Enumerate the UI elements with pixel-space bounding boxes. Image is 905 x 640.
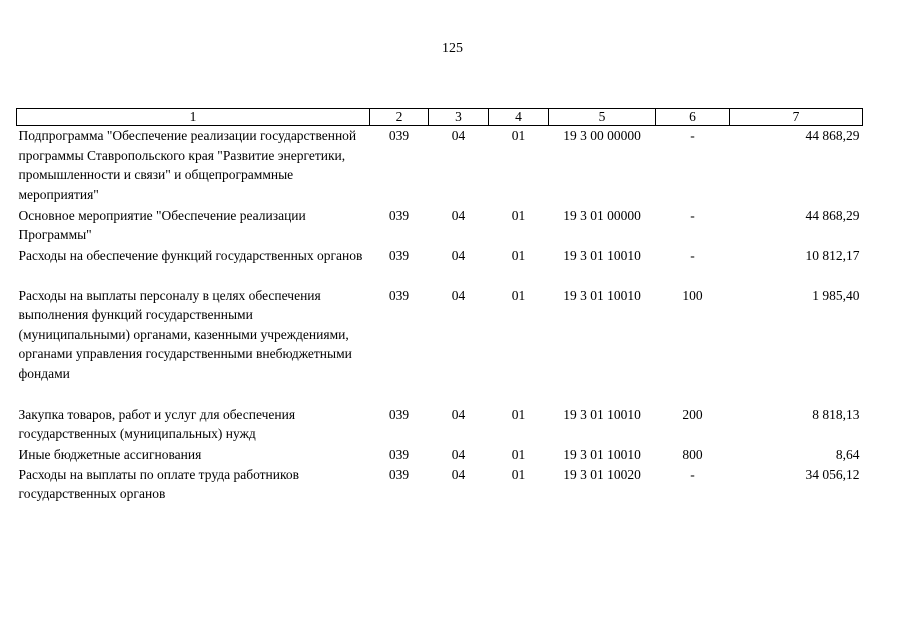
row-col6: - bbox=[690, 128, 695, 143]
table-row bbox=[17, 286, 863, 405]
row-col6: - bbox=[690, 207, 695, 223]
row-col3: 04 bbox=[451, 446, 466, 462]
table-row bbox=[17, 206, 863, 246]
row-name: Закупка товаров, работ и услуг для обеспечения государственных (муниципальных) нужд bbox=[18, 406, 296, 441]
row-col4: 01 bbox=[511, 247, 526, 263]
row-col4: 01 bbox=[511, 207, 526, 223]
row-col3: 04 bbox=[451, 406, 466, 422]
row-col5: 19 3 00 00000 bbox=[563, 128, 641, 143]
table-row bbox=[17, 126, 863, 206]
header-col-4: 4 bbox=[489, 109, 549, 126]
budget-table bbox=[16, 108, 863, 505]
row-col2: 039 bbox=[388, 128, 410, 143]
row-col7: 8 818,13 bbox=[812, 406, 860, 422]
row-col7: 44 868,29 bbox=[805, 207, 860, 223]
row-col6: 100 bbox=[682, 287, 703, 303]
row-col5: 19 3 01 10010 bbox=[563, 406, 641, 422]
row-col2: 039 bbox=[388, 446, 410, 462]
row-col7: 10 812,17 bbox=[805, 247, 860, 263]
row-col5: 19 3 01 10010 bbox=[563, 287, 641, 303]
row-name: Основное мероприятие "Обеспечение реализации Программы" bbox=[18, 207, 306, 242]
row-name: Расходы на обеспечение функций государственных органов bbox=[18, 247, 363, 263]
row-col5: 19 3 01 10010 bbox=[563, 446, 641, 462]
row-name: Подпрограмма "Обеспечение реализации государственной программы Ставропольского края "Развитие энергетики, промышленности и связи" и общепрограммные мероприятия" bbox=[18, 128, 357, 202]
row-col4: 01 bbox=[511, 466, 526, 482]
header-col-6: 6 bbox=[656, 109, 730, 126]
row-col2: 039 bbox=[388, 207, 410, 223]
row-col2: 039 bbox=[388, 466, 410, 482]
page-number: 125 bbox=[442, 41, 463, 56]
row-col4: 01 bbox=[511, 406, 526, 422]
header-col-1: 1 bbox=[17, 109, 370, 126]
row-col3: 04 bbox=[451, 287, 466, 303]
row-col2: 039 bbox=[388, 287, 410, 303]
row-col7: 8,64 bbox=[835, 446, 860, 462]
row-col5: 19 3 01 10010 bbox=[563, 247, 641, 263]
row-col2: 039 bbox=[388, 247, 410, 263]
row-col6: - bbox=[690, 247, 695, 263]
table-row bbox=[17, 405, 863, 445]
row-col4: 01 bbox=[511, 128, 526, 143]
header-col-7: 7 bbox=[730, 109, 863, 126]
row-col3: 04 bbox=[451, 207, 466, 223]
table-row bbox=[17, 246, 863, 286]
row-name: Расходы на выплаты персоналу в целях обеспечения выполнения функций государственными (муниципальными) органами, казенными учреждениями, органами управления государственными внебюджетными фондами bbox=[18, 287, 352, 381]
row-col3: 04 bbox=[451, 466, 466, 482]
row-col4: 01 bbox=[511, 446, 526, 462]
row-col7: 44 868,29 bbox=[805, 128, 860, 143]
row-col7: 1 985,40 bbox=[812, 287, 860, 303]
row-name: Расходы на выплаты по оплате труда работников государственных органов bbox=[18, 466, 299, 501]
table-row bbox=[17, 445, 863, 465]
row-col3: 04 bbox=[451, 247, 466, 263]
header-col-5: 5 bbox=[549, 109, 656, 126]
row-col6: 200 bbox=[682, 406, 703, 422]
table-row bbox=[17, 465, 863, 505]
row-col5: 19 3 01 10020 bbox=[563, 466, 641, 482]
row-col3: 04 bbox=[451, 128, 466, 143]
row-col7: 34 056,12 bbox=[805, 466, 860, 482]
row-col2: 039 bbox=[388, 406, 410, 422]
row-col6: 800 bbox=[682, 446, 703, 462]
header-col-3: 3 bbox=[429, 109, 489, 126]
row-col4: 01 bbox=[511, 287, 526, 303]
table-header-row bbox=[17, 109, 863, 126]
header-col-2: 2 bbox=[370, 109, 429, 126]
row-name: Иные бюджетные ассигнования bbox=[18, 446, 202, 462]
row-col6: - bbox=[690, 466, 695, 482]
row-col5: 19 3 01 00000 bbox=[563, 207, 641, 223]
